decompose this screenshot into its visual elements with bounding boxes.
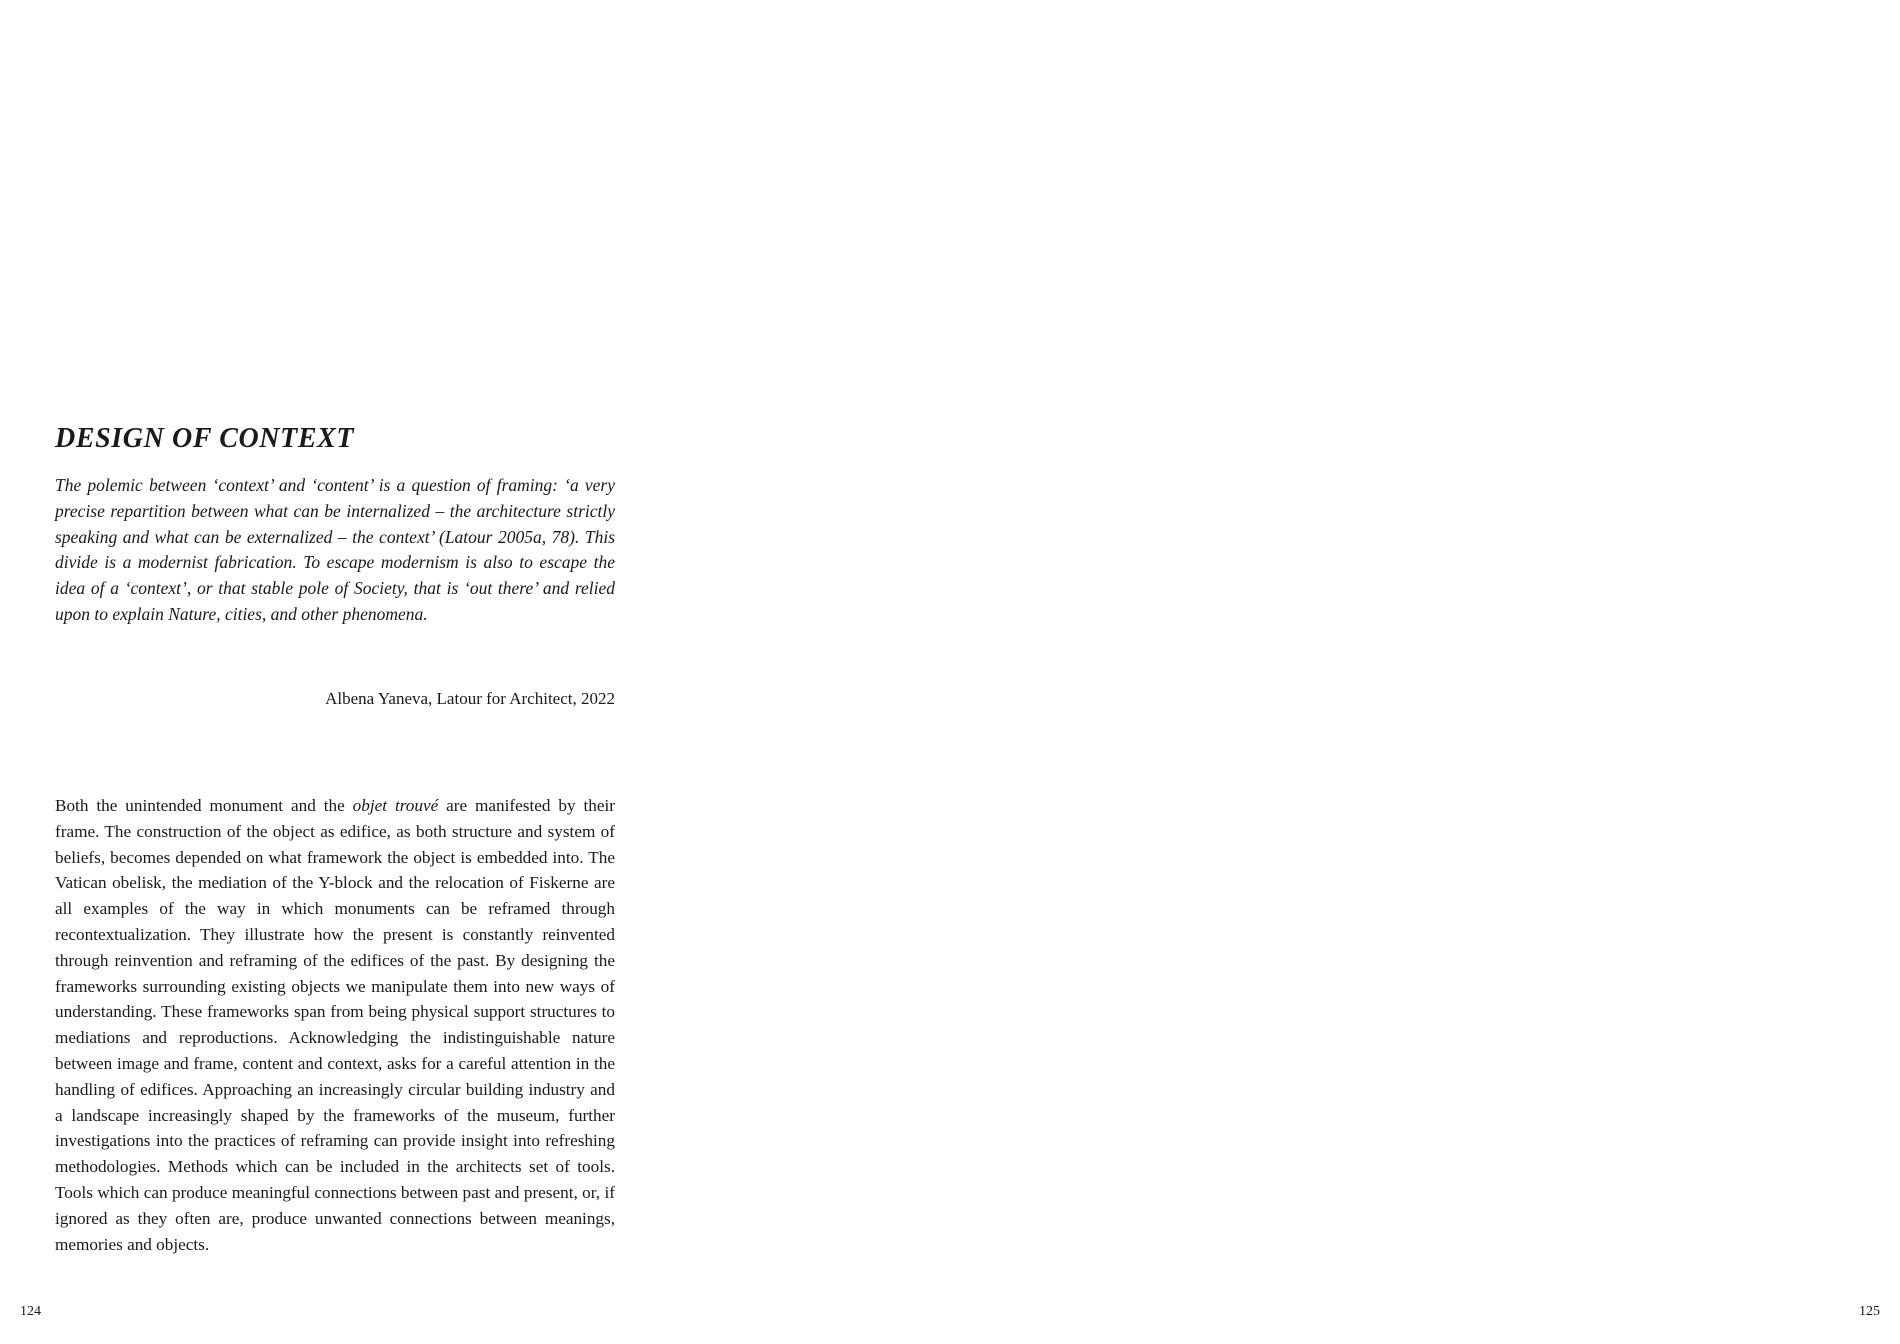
body-text-segment-1: Both the unintended monument and the [55,796,353,815]
right-page [950,0,1900,1344]
epigraph-text: The polemic between ‘context’ and ‘content’ is a question of framing: ‘a very precise repartition between what can be internalized – the architecture strictly speaking and what can be externalized – the context’ (Latour 2005a, 78). This divide is a modernist fabrication. To escape modernism is also to escape the idea of a ‘context’, or that stable pole of Society, that is ‘out there’ and relied upon to explain Nature, cities, and other phenomena. [55,475,615,624]
epigraph-block [55,473,615,628]
body-text-italic-term: objet trouvé [352,796,439,815]
epigraph-attribution: Albena Yaneva, Latour for Architect, 2022 [325,689,615,708]
page-number-left: 124 [20,1304,41,1319]
page-title: DESIGN OF CONTEXT [55,422,355,454]
body-text-segment-2: are manifested by their frame. The construction of the object as edifice, as both structure and system of beliefs, becomes depended on what framework the object is embedded into. The Vatican obelisk, the mediation of the Y-block and the relocation of Fiskerne are all examples of the way in which monuments can be reframed through recontextualization. They illustrate how the present is constantly reinvented through reinvention and reframing of the edifices of the past. By designing the frameworks surrounding existing objects we manipulate them into new ways of understanding. These frameworks span from being physical support structures to mediations and reproductions. Acknowledging the indistinguishable nature between image and frame, content and context, asks for a careful attention in the handling of edifices. Approaching an increasingly circular building industry and a landscape increasingly shaped by the frameworks of the museum, further investigations into the practices of reframing can provide insight into refreshing methodologies. Methods which can be included in the architects set of tools. Tools which can produce meaningful connections between past and present, or, if ignored as they often are, produce unwanted connections between meanings, memories and objects. [55,796,615,1254]
body-paragraph [55,793,615,1257]
body-paragraph-text [55,793,615,1257]
page-number-right: 125 [1859,1304,1880,1319]
